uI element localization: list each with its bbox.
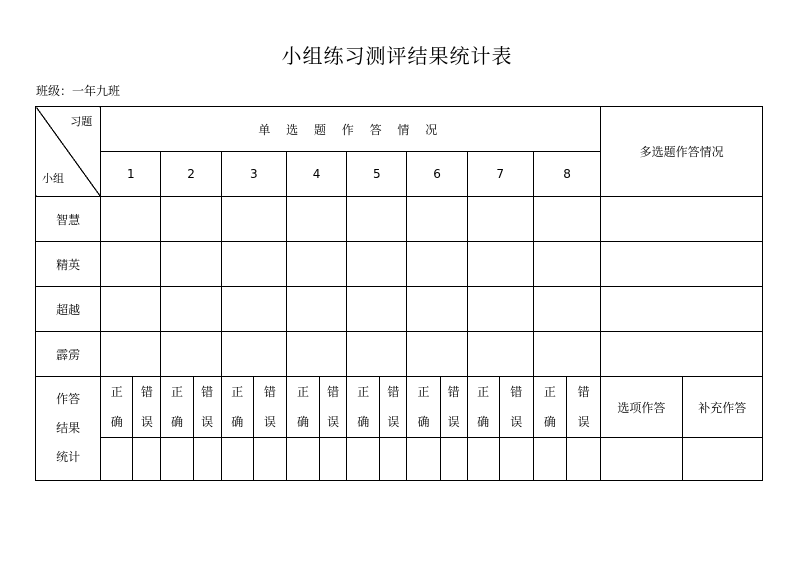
answer-cell[interactable]	[221, 242, 286, 287]
question-number: 1	[101, 152, 161, 197]
wrong-label: 错 误	[380, 377, 407, 438]
answer-cell[interactable]	[407, 287, 467, 332]
multi-answer-cell[interactable]	[601, 242, 763, 287]
correct-label: 正 确	[221, 377, 253, 438]
question-number: 4	[286, 152, 346, 197]
correct-label: 正 确	[161, 377, 193, 438]
group-row	[36, 242, 763, 287]
header-groups-label: 小组	[42, 172, 64, 185]
wrong-label: 错 误	[133, 377, 161, 438]
correct-label: 正 确	[286, 377, 319, 438]
answer-cell[interactable]	[467, 287, 533, 332]
answer-cell[interactable]	[286, 332, 346, 377]
answer-cell[interactable]	[101, 242, 161, 287]
summary-entry-row	[36, 438, 763, 481]
header-questions-label: 习题	[70, 115, 93, 128]
count-cell[interactable]	[320, 438, 347, 481]
statistics-table	[35, 106, 763, 481]
count-cell[interactable]	[161, 438, 193, 481]
count-cell[interactable]	[286, 438, 319, 481]
correct-label: 正 确	[467, 377, 499, 438]
class-label: 班级：一年九班	[36, 84, 121, 98]
multi-answer-cell[interactable]	[601, 332, 763, 377]
answer-cell[interactable]	[407, 197, 467, 242]
page-title: 小组练习测评结果统计表	[281, 44, 513, 68]
group-name: 精英	[36, 242, 101, 287]
multi-answer-cell[interactable]	[601, 287, 763, 332]
answer-cell[interactable]	[161, 287, 221, 332]
group-name: 智慧	[36, 197, 101, 242]
answer-cell[interactable]	[286, 287, 346, 332]
answer-cell[interactable]	[161, 242, 221, 287]
multi-answer-cell[interactable]	[601, 197, 763, 242]
wrong-label: 错 误	[440, 377, 467, 438]
count-cell[interactable]	[440, 438, 467, 481]
group-row	[36, 287, 763, 332]
question-number: 8	[533, 152, 600, 197]
answer-cell[interactable]	[467, 332, 533, 377]
question-number: 2	[161, 152, 221, 197]
wrong-label: 错 误	[320, 377, 347, 438]
group-name: 超越	[36, 287, 101, 332]
multi-choice-header: 多选题作答情况	[601, 107, 763, 197]
question-number: 3	[221, 152, 286, 197]
answer-cell[interactable]	[533, 197, 600, 242]
answer-cell[interactable]	[101, 287, 161, 332]
answer-cell[interactable]	[407, 242, 467, 287]
answer-cell[interactable]	[101, 332, 161, 377]
correct-label: 正 确	[101, 377, 133, 438]
answer-cell[interactable]	[467, 197, 533, 242]
summary-label-line: 结果	[56, 421, 81, 435]
wrong-label: 错 误	[499, 377, 533, 438]
count-cell[interactable]	[133, 438, 161, 481]
question-number: 7	[467, 152, 533, 197]
answer-cell[interactable]	[347, 287, 407, 332]
group-row	[36, 332, 763, 377]
answer-cell[interactable]	[286, 197, 346, 242]
answer-cell[interactable]	[161, 332, 221, 377]
answer-cell[interactable]	[221, 197, 286, 242]
summary-row	[36, 377, 763, 438]
count-cell[interactable]	[101, 438, 133, 481]
correct-label: 正 确	[347, 377, 380, 438]
group-name: 霹雳	[36, 332, 101, 377]
answer-cell[interactable]	[467, 242, 533, 287]
wrong-label: 错 误	[253, 377, 286, 438]
count-cell[interactable]	[193, 438, 221, 481]
answer-cell[interactable]	[161, 197, 221, 242]
summary-label	[36, 377, 101, 481]
summary-label-line: 作答	[56, 392, 81, 406]
answer-cell[interactable]	[347, 242, 407, 287]
count-cell[interactable]	[499, 438, 533, 481]
supplement-answer-cell[interactable]	[682, 438, 762, 481]
count-cell[interactable]	[221, 438, 253, 481]
option-answer-label: 选项作答	[601, 377, 682, 438]
answer-cell[interactable]	[347, 332, 407, 377]
count-cell[interactable]	[407, 438, 440, 481]
answer-cell[interactable]	[347, 197, 407, 242]
answer-cell[interactable]	[221, 287, 286, 332]
single-choice-header: 单 选 题 作 答 情 况	[101, 107, 601, 152]
answer-cell[interactable]	[286, 242, 346, 287]
count-cell[interactable]	[533, 438, 566, 481]
count-cell[interactable]	[467, 438, 499, 481]
count-cell[interactable]	[380, 438, 407, 481]
wrong-label: 错 误	[567, 377, 601, 438]
count-cell[interactable]	[253, 438, 286, 481]
wrong-label: 错 误	[193, 377, 221, 438]
supplement-answer-label: 补充作答	[682, 377, 762, 438]
group-row	[36, 197, 763, 242]
question-number: 6	[407, 152, 467, 197]
correct-label: 正 确	[407, 377, 440, 438]
answer-cell[interactable]	[101, 197, 161, 242]
answer-cell[interactable]	[533, 332, 600, 377]
summary-label-line: 统计	[56, 450, 81, 464]
header-diagonal-cell	[36, 107, 101, 197]
question-number: 5	[347, 152, 407, 197]
answer-cell[interactable]	[407, 332, 467, 377]
correct-label: 正 确	[533, 377, 566, 438]
count-cell[interactable]	[347, 438, 380, 481]
answer-cell[interactable]	[533, 287, 600, 332]
count-cell[interactable]	[567, 438, 601, 481]
answer-cell[interactable]	[221, 332, 286, 377]
option-answer-cell[interactable]	[601, 438, 682, 481]
answer-cell[interactable]	[533, 242, 600, 287]
